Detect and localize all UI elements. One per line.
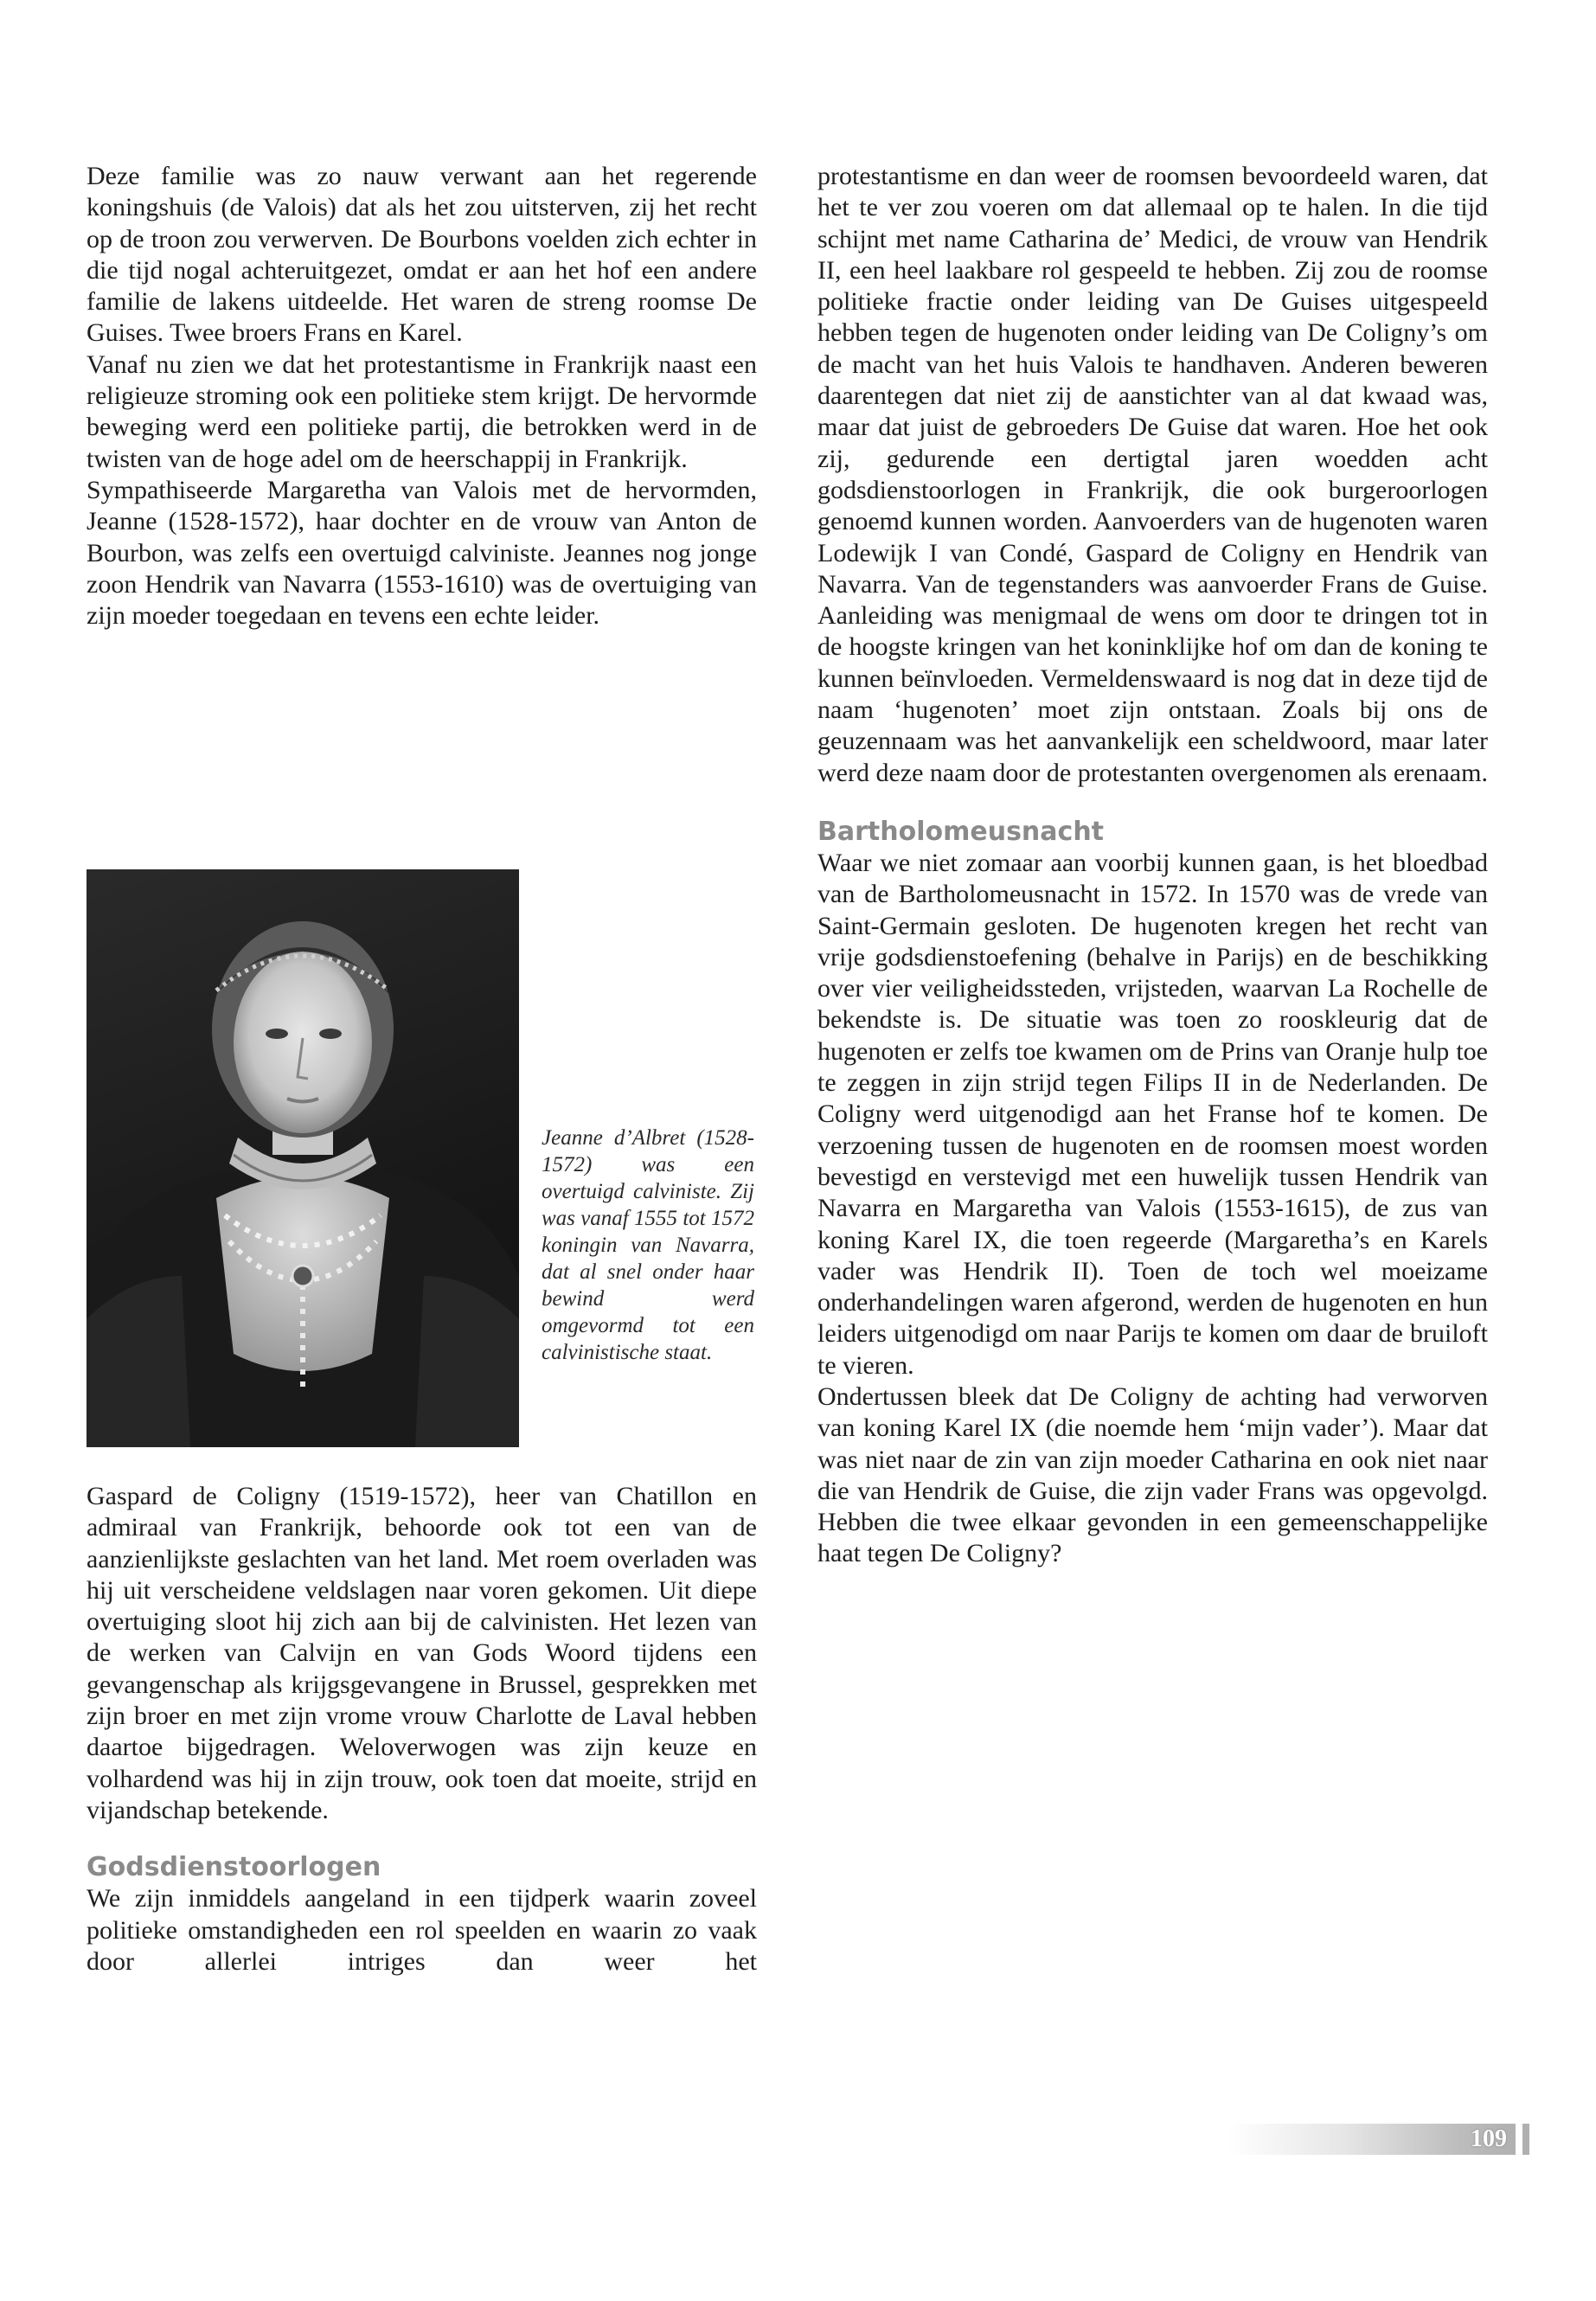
- page-number: 109: [1471, 2125, 1507, 2152]
- right-paragraph-1: protestantisme en dan weer de roomsen bevoordeeld waren, dat het te ver zou voeren om dat allemaal op te halen. In die tijd schijnt met name Catharina de’ Medici, de vrouw van Hendrik II, een heel laakbare rol gespeeld te hebben. Zij zou de roomse politieke fractie onder leiding van De Guises uitgespeeld hebben tegen de hugenoten onder leiding van De Coligny’s om de macht van het huis Valois te handhaven. Anderen beweren daarentegen dat niet zij de aanstichter van al dat kwaad was, maar dat juist de gebroeders De Guise dat waren. Hoe het ook zij, gedurende een dertigtal jaren woedden acht godsdienstoorlogen in Frankrijk, die ook burgeroorlogen genoemd kunnen worden. Aanvoerders van de hugenoten waren Lodewijk I van Condé, Gaspard de Coligny en Hendrik van Navarra. Van de tegenstanders was aanvoerder Frans de Guise. Aanleiding was menigmaal de wens om door te dringen tot in de hoogste kringen van het koninklijke hof om dan de koning te kunnen beïnvloeden. Vermeldenswaard is nog dat in deze tijd de naam ‘hugenoten’ moet zijn ontstaan. Zoals bij ons de geuzennaam was het aanvankelijk een scheldwoord, maar later werd deze naam door de protestanten overgenomen als erenaam.: [817, 162, 1488, 787]
- right-paragraph-2: Waar we niet zomaar aan voorbij kunnen gaan, is het bloedbad van de Bartholomeusnacht in 1572. In 1570 was de vrede van Saint-Germain gesloten. De hugenoten kregen het recht van vrije godsdienstoefening (behalve in Parijs) en de beschikking over vier veiligheidssteden, vrijsteden, waarvan La Rochelle de bekendste is. De situatie was toen zo rooskleurig dat de hugenoten er zelfs toe kwamen om de Prins van Oranje hulp toe te zeggen in zijn strijd tegen Filips II in de Nederlanden. De Coligny werd uitgenodigd aan het Franse hof te komen. De verzoening tussen de hugenoten en de roomsen moest worden bevestigd en verstevigd met een huwelijk tussen Hendrik van Navarra en Margaretha van Valois (1553-1615), de zus van koning Karel IX, die toen regeerde (Margaretha’s en Karels vader was Hendrik II). Toen de toch wel moeizame onderhandelingen waren afgerond, werden de hugenoten en hun leiders uitgenodigd om naar Parijs te komen om daar de bruiloft te vieren.: [817, 848, 1488, 1380]
- spacer: [817, 789, 1488, 817]
- portrait-drawing: [87, 869, 519, 1447]
- left-paragraph-4: Gaspard de Coligny (1519-1572), heer van Chatillon en admiraal van Frankrijk, behoorde ook tot een van de aanzienlijkste geslachten van het land. Met roem overladen was hij uit verscheidene veldslagen naar voren gekomen. Uit diepe overtuiging sloot hij zich aan bij de calvinisten. Het lezen van de werken van Calvijn en van Gods Woord tijdens een gevangenschap als krijgsgevangene in Brussel, gesprekken met zijn broer en met zijn vrome vrouw Charlotte de Laval hebben daartoe bijgedragen. Weloverwogen was zijn keuze en volhardend was hij in zijn trouw, ook toen dat moeite, strijd en vijandschap betekende.: [87, 1482, 757, 1824]
- heading-bartholomeusnacht: Bartholomeusnacht: [817, 816, 1105, 847]
- right-paragraph-3: Ondertussen bleek dat De Coligny de achting had verworven van koning Karel IX (die noemde hem ‘mijn vader’). Maar dat was niet naar de zin van zijn moeder Catharina en ook niet naar die van Hendrik de Guise, die zijn vader Frans was opgevolgd. Hebben die twee elkaar gevonden in een gemeenschappelijke haat tegen De Coligny?: [817, 1381, 1488, 1568]
- page-number-tick: [1522, 2124, 1529, 2155]
- portrait-jeanne-d-albret-image: [87, 869, 519, 1447]
- left-paragraph-1: Deze familie was zo nauw verwant aan het regerende koningshuis (de Valois) dat als het zou uitsterven, zij het recht op de troon zou verwerven. De Bourbons voelden zich echter in die tijd nogal achteruitgezet, omdat er aan het hof een andere familie de lakens uitdeelde. Het waren de streng roomse De Guises. Twee broers Frans en Karel.: [87, 162, 757, 348]
- left-paragraph-3: Sympathiseerde Margaretha van Valois met de hervormden, Jeanne (1528-1572), haar dochter en de vrouw van Anton de Bourbon, was zelfs een overtuigd calviniste. Jeannes nog jonge zoon Hendrik van Navarra (1553-1610) was de overtuiging van zijn moeder toegedaan en tevens een echte leider.: [87, 475, 757, 631]
- spacer: [87, 1826, 757, 1852]
- left-paragraph-2: Vanaf nu zien we dat het protestantisme in Frankrijk naast een religieuze stroming ook een politieke stem krijgt. De hervormde beweging werd een politieke partij, die betrokken werd in de twisten van de hoge adel om de heerschappij in Frankrijk.: [87, 349, 757, 473]
- right-column: [817, 161, 1488, 1570]
- left-column-lower: [87, 1481, 757, 1977]
- page-number-bar: [1228, 2124, 1516, 2155]
- left-paragraph-5: We zijn inmiddels aangeland in een tijdperk waarin zoveel politieke omstandigheden een rol speelden en waarin zo vaak door allerlei intriges dan weer het: [87, 1884, 757, 1976]
- heading-godsdienstoorlogen: Godsdienstoorlogen: [87, 1852, 381, 1883]
- portrait-caption: Jeanne d’Albret (1528-1572) was een overtuigd calviniste. Zij was vanaf 1555 tot 1572 koningin van Navarra, dat al snel onder haar bewind werd omgevormd tot een calvinistische staat.: [542, 1126, 754, 1364]
- left-column: [87, 161, 757, 631]
